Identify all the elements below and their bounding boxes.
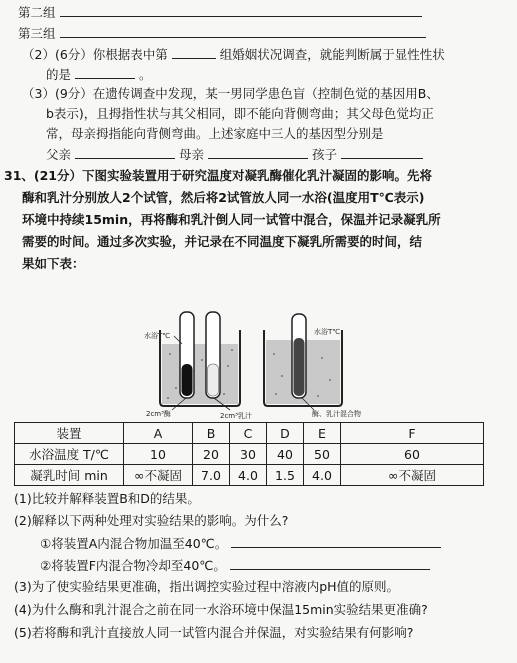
q2-trait-blank[interactable]: [75, 66, 135, 79]
q31-line2: 酶和乳汁分别放人2个试管，然后将2试管放人同一水浴(温度用T℃表示): [22, 190, 425, 205]
table-header-row: [15, 423, 484, 444]
right-water-label: 水浴T℃: [314, 328, 341, 336]
table-cell: 1.5: [267, 465, 304, 486]
enzyme-label: 2cm³酶: [146, 410, 171, 418]
table-cell: 凝乳时间 min: [15, 465, 124, 486]
group2-label: 第二组: [18, 5, 56, 20]
table-cell: 30: [230, 444, 267, 465]
mixture-test-tube: [292, 314, 306, 398]
group2-line: [18, 4, 422, 21]
group3-answer-blank[interactable]: [60, 25, 426, 38]
q3-genotype-line: [46, 146, 423, 163]
q31-line3: 环境中持续15min，再将酶和乳汁倒人同一试管中混合，保温并记录凝乳所: [22, 212, 441, 227]
left-water-label: 水浴T℃: [144, 332, 171, 340]
sub-question-4: (4)为什么酶和乳汁混合之前在同一水浴环境中保温15min实验结果更准确?: [14, 602, 428, 617]
table-cell: F: [341, 423, 484, 444]
table-cell: A: [124, 423, 193, 444]
sub-question-2-2: [40, 557, 430, 574]
q2-line1: [22, 46, 445, 63]
q31-line1: 31、(21分）下图实验装置用于研究温度对凝乳酶催化乳汁凝固的影响。先将: [4, 168, 433, 183]
sub-question-2-1: [40, 535, 441, 552]
mixture-label: 酶、乳汁混合物: [312, 410, 361, 418]
table-cell: E: [304, 423, 341, 444]
table-cell: D: [267, 423, 304, 444]
milk-test-tube: [206, 312, 220, 398]
table-cell: 装置: [15, 423, 124, 444]
q3-line2: b表示)，且拇指性状与其父相同，即不能向背侧弯曲；其父母色觉均正: [46, 106, 434, 121]
milk-label: 2cm³乳汁: [220, 412, 252, 420]
table-cell: 4.0: [230, 465, 267, 486]
group2-answer-blank[interactable]: [60, 4, 422, 17]
milk-liquid: [208, 364, 219, 396]
q3-line3: 常，母亲拇指能向背侧弯曲。上述家庭中三人的基因型分别是: [46, 126, 384, 141]
left-water: [162, 344, 238, 404]
sub-question-2: (2)解释以下两种处理对实验结果的影响。为什么?: [14, 513, 289, 528]
table-cell: 水浴温度 T/℃: [15, 444, 124, 465]
left-beaker: [160, 330, 240, 406]
table-row: [15, 465, 484, 486]
table-cell: B: [193, 423, 230, 444]
enzyme-liquid: [182, 364, 193, 396]
table-cell: 40: [267, 444, 304, 465]
table-cell: 60: [341, 444, 484, 465]
table-cell: ∞不凝固: [124, 465, 193, 486]
q31-line4: 需要的时间。通过多次实验，并记录在不同温度下凝乳所需要的时间，结: [22, 234, 423, 249]
table-cell: 10: [124, 444, 193, 465]
sub-question-3: (3)为了使实验结果更准确，指出调控实验过程中溶液内pH值的原则。: [14, 579, 400, 594]
sub-question-2-1-blank[interactable]: [231, 535, 441, 548]
q2-text-b: 组婚姻状况调查，就能判断属于显性性状: [219, 47, 445, 62]
father-label: 父亲: [46, 147, 72, 162]
mother-blank[interactable]: [208, 146, 308, 159]
mixture-liquid: [294, 338, 305, 396]
sub-question-1: (1)比较并解释装置B和D的结果。: [14, 491, 200, 506]
table-cell: 50: [304, 444, 341, 465]
q3-line1: （3）(9分）在遗传调查中发现，某一男同学患色盲（控制色觉的基因用B、: [22, 86, 439, 101]
q2-text-c: 的是: [46, 67, 72, 82]
father-blank[interactable]: [75, 146, 175, 159]
q2-text-a: （2）(6分）你根据表中第: [22, 47, 168, 62]
table-row: [15, 444, 484, 465]
table-cell: C: [230, 423, 267, 444]
q31-line5: 果如下表：: [22, 256, 85, 271]
group3-label: 第三组: [18, 26, 56, 41]
table-cell: 20: [193, 444, 230, 465]
table-cell: 7.0: [193, 465, 230, 486]
mother-label: 母亲: [178, 147, 204, 162]
q2-line2: 的是 。: [46, 67, 152, 82]
sub-question-2-1-text: ①将装置A内混合物加温至40℃。: [40, 536, 228, 551]
group3-line: [18, 25, 426, 42]
table-cell: ∞不凝固: [341, 465, 484, 486]
sub-question-5: (5)若将酶和乳汁直接放人同一试管内混合并保温，对实验结果有何影响?: [14, 625, 414, 640]
apparatus-diagram: [142, 310, 378, 420]
table-cell: 4.0: [304, 465, 341, 486]
child-label: 孩子: [311, 147, 337, 162]
child-blank[interactable]: [341, 146, 423, 159]
sub-question-2-2-text: ②将装置F内混合物冷却至40℃。: [40, 558, 226, 573]
sub-question-2-2-blank[interactable]: [230, 557, 430, 570]
results-table: [14, 422, 484, 486]
q2-group-blank[interactable]: [172, 46, 216, 59]
enzyme-test-tube: [180, 312, 194, 398]
